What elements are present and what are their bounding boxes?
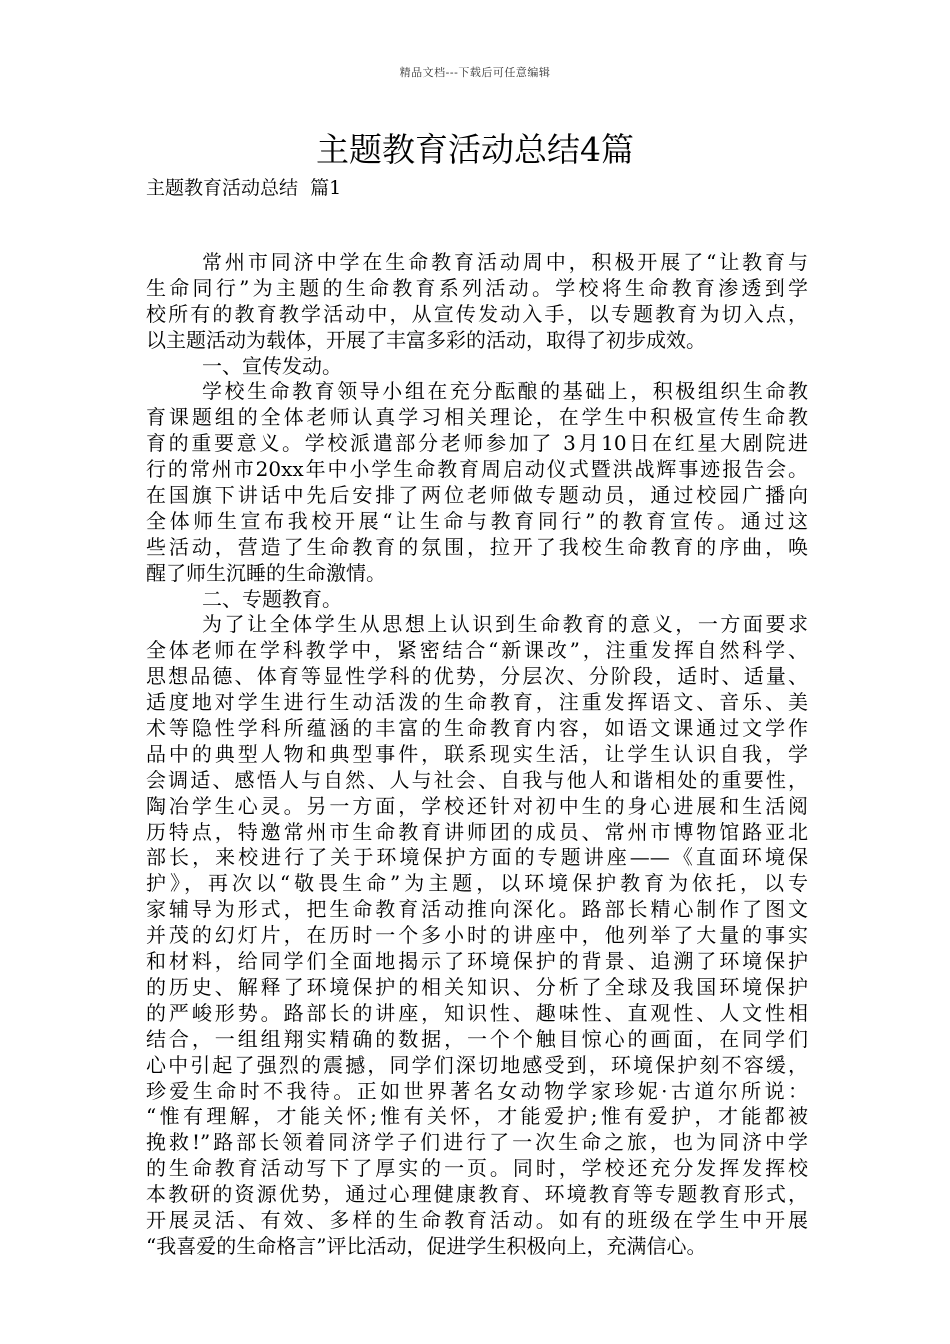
text-line: “惟有理解，才能关怀;惟有关怀，才能爱护;惟有爱护，才能都被 [146, 1104, 808, 1129]
text-line: 二、专题教育。 [202, 586, 342, 611]
text-line: 的严峻形势。路部长的讲座，知识性、趣味性、直观性、人文性相 [146, 1000, 808, 1025]
text-line: 育课题组的全体老师认真学习相关理论，在学生中积极宣传生命教 [146, 405, 808, 430]
paragraph [146, 612, 808, 1259]
section-heading [146, 587, 808, 613]
text-line: 并茂的幻灯片，在历时一个多小时的讲座中，他列举了大量的事实 [146, 923, 808, 948]
paragraph [146, 379, 808, 586]
text-line: 历特点，特邀常州市生命教育讲师团的成员、常州市博物馆路亚北 [146, 819, 808, 844]
document-subtitle: 主题教育活动总结 篇1 [146, 177, 342, 199]
page-header-note: 精品文档---下载后可任意编辑 [399, 66, 551, 79]
text-line: 开展灵活、有效、多样的生命教育活动。如有的班级在学生中开展 [146, 1207, 808, 1232]
text-line: 本教研的资源优势，通过心理健康教育、环境教育等专题教育形式， [146, 1182, 808, 1207]
text-line: 结合，一组组翔实精确的数据，一个个触目惊心的画面，在同学们 [146, 1026, 808, 1051]
text-line: 常州市同济中学在生命教育活动周中，积极开展了“让教育与 [202, 250, 808, 274]
section-heading [146, 354, 808, 380]
text-line: “我喜爱的生命格言”评比活动，促进学生积极向上，充满信心。 [146, 1233, 707, 1258]
text-line: 行的常州市20xx年中小学生命教育周启动仪式暨洪战辉事迹报告会。 [146, 457, 808, 482]
text-line: 醒了师生沉睡的生命激情。 [146, 560, 386, 585]
text-line: 些活动，营造了生命教育的氛围，拉开了我校生命教育的序曲，唤 [146, 534, 808, 559]
text-line: 的生命教育活动写下了厚实的一页。同时，学校还充分发挥发挥校 [146, 1156, 808, 1181]
text-line: 在国旗下讲话中先后安排了两位老师做专题动员，通过校园广播向 [146, 483, 808, 508]
text-line: 会调适、感悟人与自然、人与社会、自我与他人和谐相处的重要性， [146, 767, 808, 792]
text-line: 护》，再次以“敬畏生命”为主题，以环境保护教育为依托，以专 [146, 871, 808, 896]
text-line: 全体老师在学科教学中，紧密结合“新课改”，注重发挥自然科学、 [146, 638, 808, 663]
text-line: 珍爱生命时不我待。正如世界著名女动物学家珍妮·古道尔所说： [146, 1078, 808, 1103]
text-line: 和材料，给同学们全面地揭示了环境保护的背景、追溯了环境保护 [146, 949, 808, 974]
text-line: 思想品德、体育等显性学科的优势，分层次、分阶段，适时、适量、 [146, 664, 808, 689]
text-line: 生命同行”为主题的生命教育系列活动。学校将生命教育渗透到学 [146, 275, 808, 300]
text-line: 挽救!”路部长领着同济学子们进行了一次生命之旅，也为同济中学 [146, 1130, 808, 1155]
text-line: 的历史、解释了环境保护的相关知识、分析了全球及我国环境保护 [146, 974, 808, 999]
text-line: 以主题活动为载体，开展了丰富多彩的活动，取得了初步成效。 [146, 327, 706, 352]
text-line: 术等隐性学科所蕴涵的丰富的生命教育内容，如语文课通过文学作 [146, 716, 808, 741]
text-line: 学校生命教育领导小组在充分酝酿的基础上，积极组织生命教 [202, 379, 808, 404]
text-line: 校所有的教育教学活动中，从宣传发动入手，以专题教育为切入点， [146, 301, 808, 326]
text-line: 一、宣传发动。 [202, 353, 342, 378]
text-line: 全体师生宣布我校开展“让生命与教育同行”的教育宣传。通过这 [146, 508, 808, 533]
document-title: 主题教育活动总结4篇 [316, 130, 634, 169]
text-line: 心中引起了强烈的震撼，同学们深切地感受到，环境保护刻不容缓， [146, 1052, 808, 1077]
text-line: 品中的典型人物和典型事件，联系现实生活，让学生认识自我，学 [146, 741, 808, 766]
text-line: 陶冶学生心灵。另一方面，学校还针对初中生的身心进展和生活阅 [146, 793, 808, 818]
text-line: 育的重要意义。学校派遣部分老师参加了 3月10日在红星大剧院进 [146, 431, 808, 456]
text-line: 为了让全体学生从思想上认识到生命教育的意义，一方面要求 [202, 612, 808, 637]
text-line: 家辅导为形式，把生命教育活动推向深化。路部长精心制作了图文 [146, 897, 808, 922]
text-line: 部长，来校进行了关于环境保护方面的专题讲座——《直面环境保 [146, 845, 808, 870]
paragraph [146, 250, 808, 354]
document-body [146, 250, 808, 1260]
text-line: 适度地对学生进行生动活泼的生命教育，注重发挥语文、音乐、美 [146, 690, 808, 715]
